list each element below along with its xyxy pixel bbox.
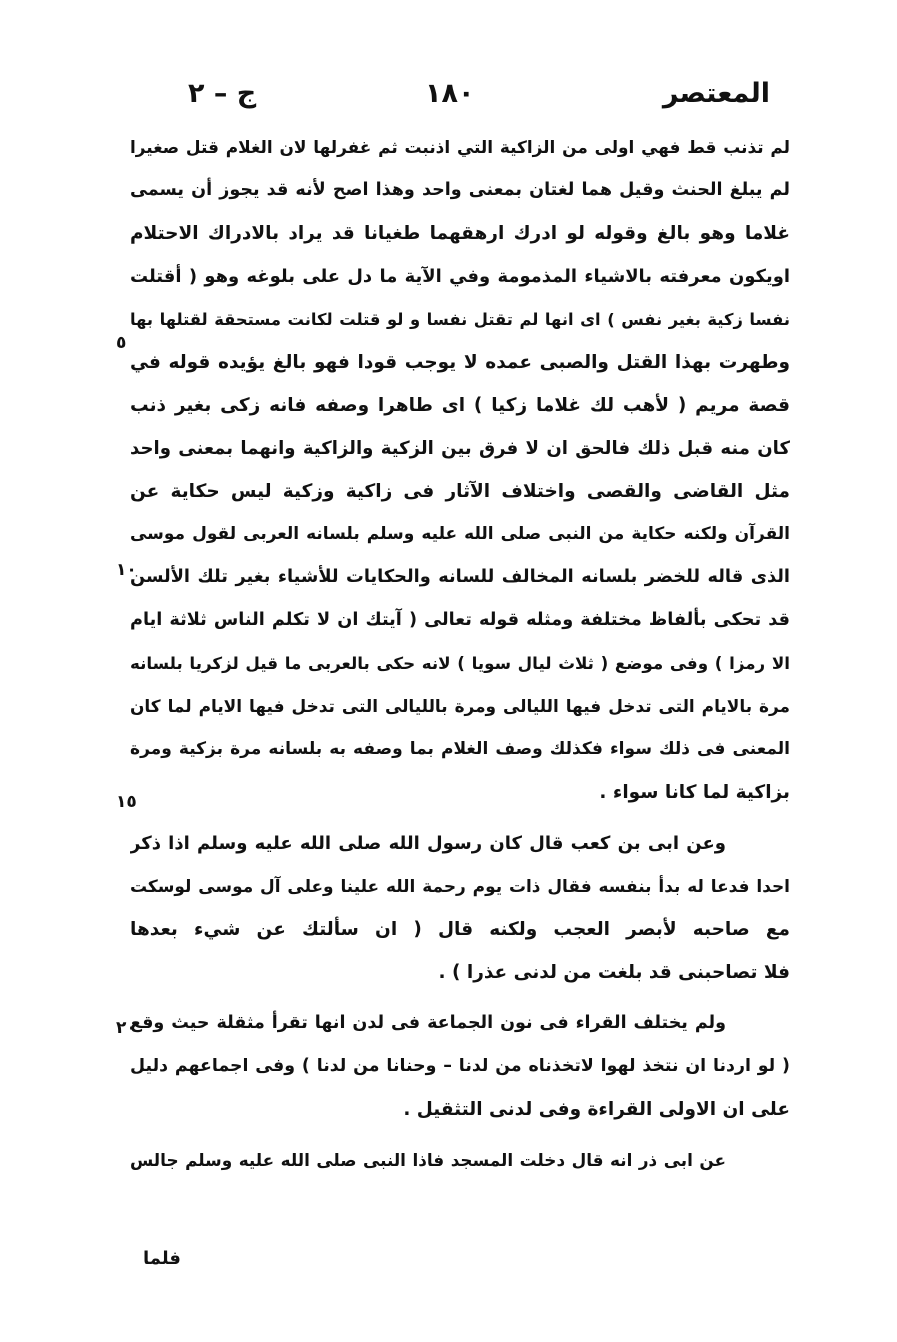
line-number-marker: ٢٠	[116, 1018, 137, 1038]
text-line: القرآن ولكنه حكاية من النبى صلى الله عليه وسلم بلسانه العربى لقول موسى	[130, 524, 790, 544]
text-line: احدا فدعا له بدأ بنفسه فقال ذات يوم رحمة الله علينا وعلى آل موسى لوسكت	[130, 876, 790, 896]
body-text	[130, 126, 790, 1182]
text-line: على ان الاولى القراءة وفى لدنى التثقيل .	[403, 1099, 790, 1120]
text-line: الا رمزا ) وفى موضع ( ثلاث ليال سويا ) لانه حكى بالعربى ما قيل لزكريا بلسانه	[130, 653, 790, 673]
volume-label: ج – ٢	[188, 78, 257, 109]
paragraph-gap	[130, 994, 790, 1002]
text-line: لم يبلغ الحنث وقيل هما لغتان بمعنى واحد وهذا اصح لأنه قد يجوز أن يسمى	[130, 180, 790, 200]
line-number-marker: ١٥	[116, 792, 137, 812]
text-line: الذى قاله للخضر بلسانه المخالف للسانه والحكايات للأشياء بغير تلك الألسن	[130, 567, 790, 587]
text-line: مثل القاضى والقصى واختلاف الآثار فى زاكية وزكية ليس حكاية عن	[130, 481, 790, 502]
book-title: المعتصر	[662, 78, 770, 109]
text-line: فلا تصاحبنى قد بلغت من لدنى عذرا ) .	[438, 962, 790, 983]
text-line: المعنى فى ذلك سواء فكذلك وصف الغلام بما وصفه به بلسانه مرة بزكية ومرة	[130, 739, 790, 759]
text-line: غلاما وهو بالغ وقوله لو ادرك ارهقهما طغيانا قد يراد بالادراك الاحتلام	[130, 223, 790, 244]
text-line: عن ابى ذر انه قال دخلت المسجد فاذا النبى صلى الله عليه وسلم جالس	[130, 1150, 726, 1170]
text-line: ( لو اردنا ان نتخذ لهوا لاتخذناه من لدنا – وحنانا من لدنا ) وفى اجماعهم دليل	[130, 1056, 790, 1076]
line-number-marker: ٥	[116, 333, 127, 353]
line-number-marker: ١٠	[116, 560, 137, 580]
text-line: نفسا زكية بغير نفس ) اى انها لم تقتل نفسا و لو قتلت لكانت مستحقة لقتلها بها	[130, 310, 790, 329]
page-header	[150, 78, 770, 128]
page-number: ١٨٠	[425, 78, 475, 109]
text-line: اويكون معرفته بالاشياء المذمومة وفي الآية ما دل على بلوغه وهو ( أقتلت	[130, 266, 790, 287]
text-line: وعن ابى بن كعب قال كان رسول الله صلى الله عليه وسلم اذا ذكر	[130, 833, 726, 854]
paragraph-gap	[130, 1131, 790, 1139]
text-line: قد تحكى بألفاظ مختلفة ومثله قوله تعالى ( آيتك ان لا تكلم الناس ثلاثة ايام	[130, 610, 790, 630]
text-line: مرة بالايام التى تدخل فيها الليالى ومرة بالليالى التى تدخل فيها الايام لما كان	[130, 696, 790, 716]
paragraph-gap	[130, 814, 790, 822]
text-line: كان منه قبل ذلك فالحق ان لا فرق بين الزكية والزاكية وانهما بمعنى واحد	[130, 438, 790, 459]
text-line: لم تذنب قط فهي اولى من الزاكية التي اذنبت ثم غفرلها لان الغلام قتل صغيرا	[130, 137, 790, 157]
text-line: ولم يختلف القراء فى نون الجماعة فى لدن انها تقرأ مثقلة حيث وقع	[130, 1013, 726, 1033]
text-line: قصة مريم ( لأهب لك غلاما زكيا ) اى طاهرا وصفه فانه زكى بغير ذنب	[130, 395, 790, 416]
catchword: فلما	[143, 1248, 181, 1269]
text-line: وطهرت بهذا القتل والصبى عمده لا يوجب قودا فهو بالغ يؤيده قوله في	[130, 352, 790, 373]
text-line: بزاكية لما كانا سواء .	[599, 782, 790, 803]
text-line: مع صاحبه لأبصر العجب ولكنه قال ( ان سألتك عن شيء بعدها	[130, 919, 790, 940]
